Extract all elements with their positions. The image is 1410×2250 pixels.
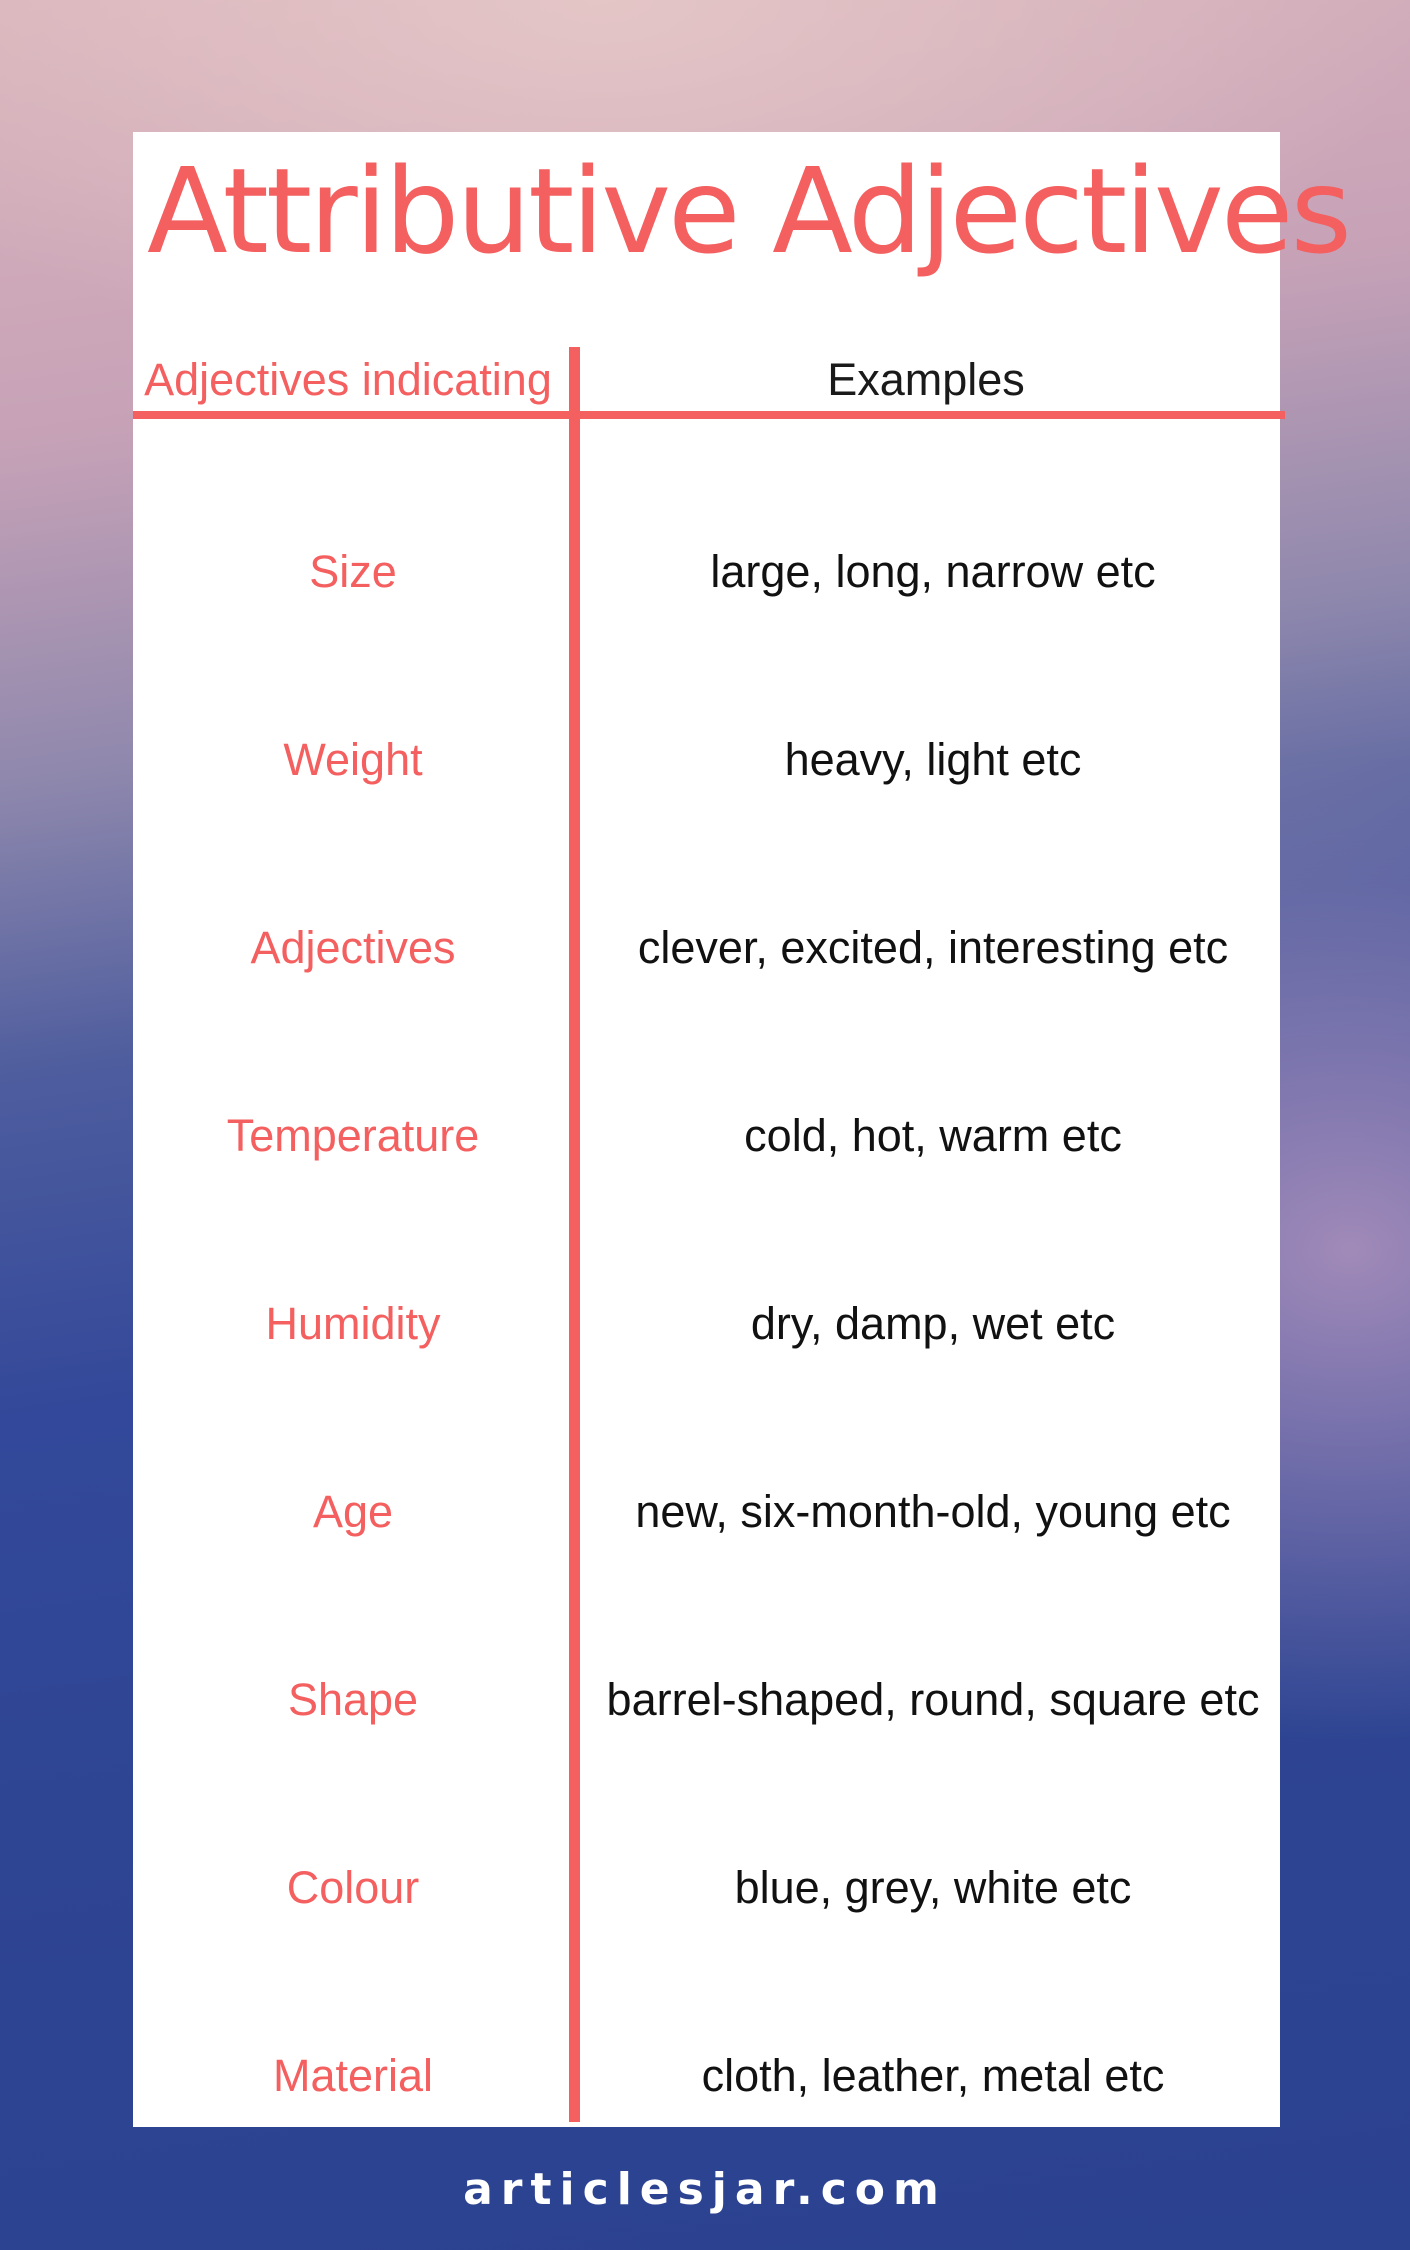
page-title: Attributive Adjectives [147,142,1349,280]
category-cell: Shape [287,1674,419,1725]
category-cell: Size [309,546,397,597]
column-header-adjectives-indicating: Adjectives indicating [144,354,552,405]
category-cell: Humidity [265,1298,441,1349]
examples-cell: heavy, light etc [784,734,1082,785]
table-row [133,532,1280,612]
category-cell: Weight [283,734,423,785]
table-row [133,2036,1280,2116]
examples-cell: cloth, leather, metal etc [701,2050,1165,2101]
examples-cell: large, long, narrow etc [710,546,1156,597]
site-url: articlesjar.com [463,2164,947,2215]
category-cell: Adjectives [250,922,456,973]
category-cell: Temperature [226,1110,480,1161]
examples-cell: dry, damp, wet etc [750,1298,1116,1349]
table-row [133,1096,1280,1176]
table-row [133,1472,1280,1552]
infographic-card [133,132,1349,2127]
header-divider [133,411,1285,419]
examples-cell: cold, hot, warm etc [744,1110,1122,1161]
category-cell: Age [312,1486,394,1537]
table-row [133,1284,1280,1364]
category-cell: Colour [286,1862,420,1913]
category-cell: Material [272,2050,434,2101]
table-row [133,1660,1280,1740]
examples-cell: clever, excited, interesting etc [637,922,1229,973]
column-header-examples: Examples [827,354,1025,405]
examples-cell: barrel-shaped, round, square etc [606,1674,1260,1725]
table-row [133,720,1280,800]
table-row [133,1848,1280,1928]
examples-cell: new, six-month-old, young etc [635,1486,1231,1537]
examples-cell: blue, grey, white etc [734,1862,1132,1913]
table-row [133,908,1280,988]
